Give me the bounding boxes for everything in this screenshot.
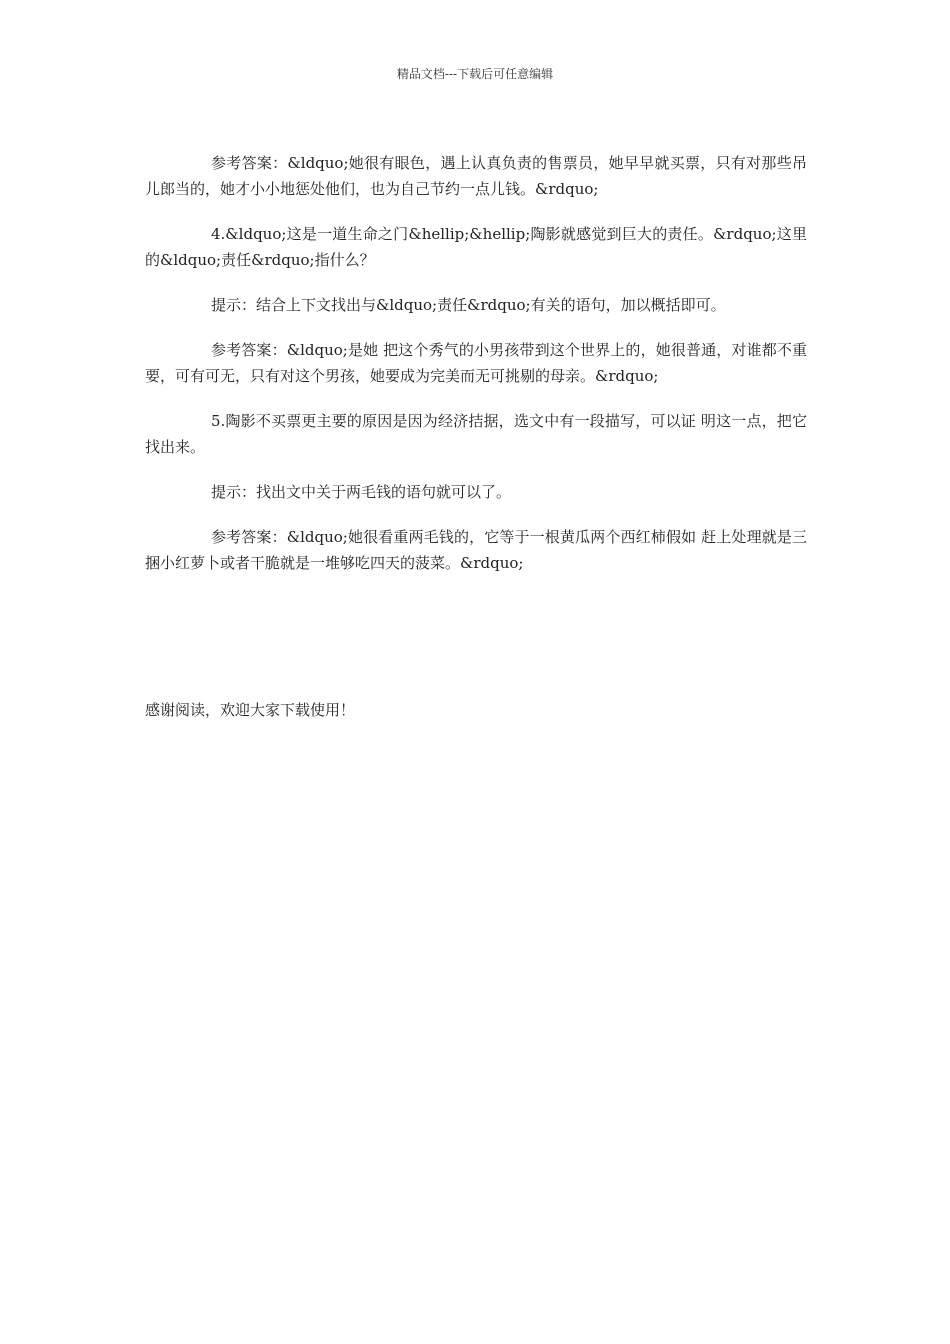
hint-paragraph: 提示：结合上下文找出与&ldquo;责任&rdquo;有关的语句，加以概括即可。 — [211, 296, 726, 314]
answer-paragraph: 参考答案：&ldquo;她很有眼色，遇上认真负责的售票员，她早早就买票，只有对那些吊儿郎当的，她才小小地惩处他们，也为自己节约一点儿钱。&rdquo; — [145, 154, 807, 198]
page-header: 精品文档---下载后可任意编辑 — [396, 67, 554, 81]
document-body — [145, 150, 807, 595]
answer-paragraph: 参考答案：&ldquo;她很看重两毛钱的，它等于一根黄瓜两个西红柿假如 赶上处理就是三捆小红萝卜或者干脆就是一堆够吃四天的菠菜。&rdquo; — [145, 528, 807, 572]
hint-paragraph: 提示：找出文中关于两毛钱的语句就可以了。 — [211, 483, 512, 501]
question-paragraph: 4.&ldquo;这是一道生命之门&hellip;&hellip;陶影就感觉到巨大的责任。&rdquo;这里的&ldquo;责任&rdquo;指什么？ — [145, 225, 807, 269]
question-paragraph: 5.陶影不买票更主要的原因是因为经济拮据，选文中有一段描写，可以证 明这一点，把它找出来。 — [145, 412, 807, 456]
answer-paragraph: 参考答案：&ldquo;是她 把这个秀气的小男孩带到这个世界上的，她很普通，对谁都不重要，可有可无，只有对这个男孩，她要成为完美而无可挑剔的母亲。&rdquo; — [145, 341, 807, 385]
closing-text: 感谢阅读，欢迎大家下载使用！ — [145, 701, 356, 719]
